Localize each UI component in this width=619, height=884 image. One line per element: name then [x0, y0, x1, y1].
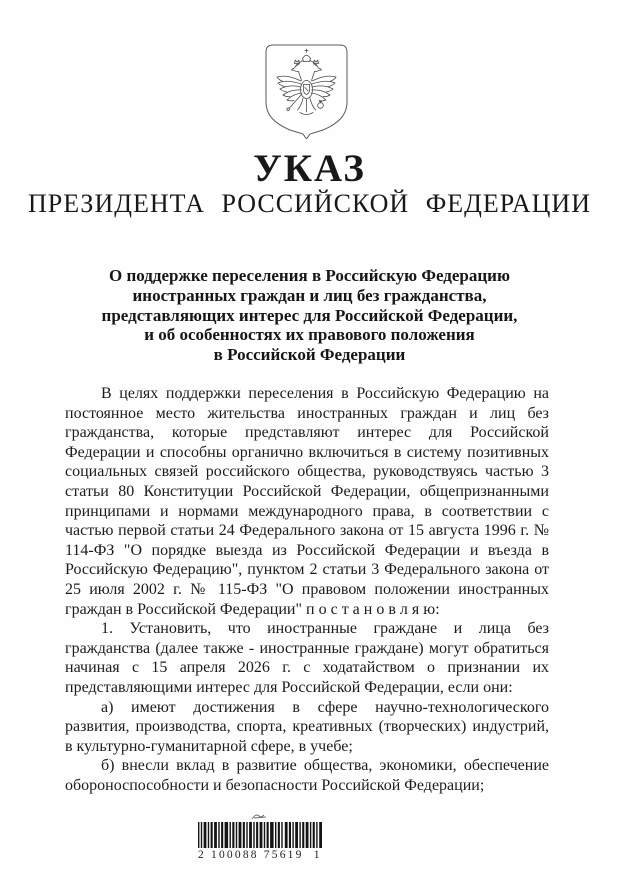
- coat-of-arms: [265, 44, 348, 139]
- print-artifact-icon: [250, 812, 270, 821]
- body-paragraph-1b: б) внесли вклад в развитие общества, экономики, обеспечение обороноспособности и безопасности Российской Федерации;: [65, 757, 549, 794]
- doc-body: [65, 384, 549, 795]
- subject-line: представляющих интерес для Российской Федерации,: [101, 305, 518, 325]
- doc-type-title: УКАЗ: [253, 147, 366, 190]
- russian-coat-of-arms-icon: [265, 44, 348, 139]
- barcode-bars: [198, 822, 322, 848]
- barcode: [198, 812, 338, 861]
- subject-line: О поддержке переселения в Российскую Федерацию: [109, 266, 510, 285]
- body-paragraph-1: 1. Установить, что иностранные граждане и лица без гражданства (далее также - иностранные граждане) могут обратиться начиная с 15 апреля 2026 г. с ходатайством о признании их представляющими интерес для Российской Федерации, если они:: [65, 620, 549, 696]
- body-paragraph-1a: а) имеют достижения в сфере научно-технологического развития, производства, спорта, креативных (творческих) индустрий, в культурно-гуманитарной сфере, в учебе;: [65, 698, 549, 755]
- body-paragraph-preamble: В целях поддержки переселения в Российскую Федерацию на постоянное место жительства иностранных граждан и лиц без гражданства, которые представляют интерес для Российской Федерации и способны органично включиться в систему позитивных социальных связей российского общества, руководствуясь частью 3 статьи 80 Конституции Российской Федерации, общепризнанными принципами и нормами международного права, в соответствии с частью первой статьи 24 Федерального закона от 15 августа 1996 г. № 114-ФЗ "О порядке выезда из Российской Федерации и въезда в Российскую Федерацию", пунктом 2 статьи 3 Федерального закона от 25 июля 2002 г. № 115-ФЗ "О правовом положении иностранных граждан в Российской Федерации" п о с т а н о в л я ю:: [65, 385, 549, 618]
- subject-line: иностранных граждан и лиц без гражданства,: [132, 285, 487, 305]
- doc-subject: [60, 266, 559, 365]
- subject-line: и об особенностях их правового положения: [144, 325, 475, 345]
- doc-issuer-subtitle: ПРЕЗИДЕНТА РОССИЙСКОЙ ФЕДЕРАЦИИ: [28, 189, 591, 218]
- subject-line: в Российской Федерации: [213, 345, 406, 365]
- barcode-digits: 2 100088 75619 1: [198, 849, 322, 861]
